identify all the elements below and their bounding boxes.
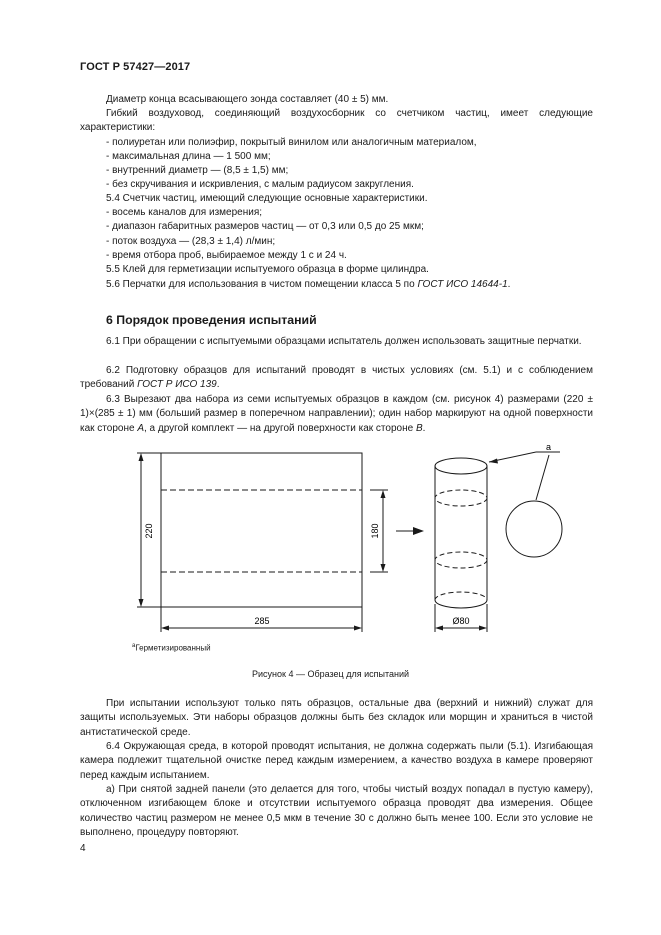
hose-item-3: - внутренний диаметр — (8,5 ± 1,5) мм; [106, 165, 289, 176]
standard-reference: ГОСТ ИСО 14644-1 [417, 279, 508, 290]
section-title: 6 Порядок проведения испытаний [106, 313, 317, 327]
leader-line-circle [536, 455, 549, 500]
figure-caption: Рисунок 4 — Образец для испытаний [252, 669, 409, 679]
cross-section-circle [506, 501, 562, 557]
hose-item-4: - без скручивания и искривления, с малым радиусом закругления. [106, 179, 414, 190]
paragraph-a: а) При снятой задней панели (это делается для того, чтобы чистый воздух попадал в пустую камеру), отключенном изгибающем блоке и отсутствии испытуемого образца проводят два измерения. Общее количество частиц размером не менее 0,5 мкм в течение 30 с должно быть менее 100. Если это условие не выполнено, процедуру повторяют. [80, 784, 593, 838]
hose-paragraph: Гибкий воздуховод, соединяющий воздухосборник со счетчиком частиц, имеет следующие характеристики: [80, 108, 593, 134]
inner-dimension-label: 180 [370, 523, 380, 539]
paragraph-6-4: 6.4 Окружающая среда, в которой проводят испытания, не должна содержать пыли (5.1). Изгибающая камера подлежит тщательной очистке перед каждым измерением, а качество воздуха в камере проверяют перед каждым испытанием. [80, 741, 593, 781]
figure-footnote: $^a$Герметизированный [132, 643, 211, 653]
page-number: 4 [80, 843, 86, 854]
hose-item-2: - максимальная длина — 1 500 мм; [106, 151, 271, 162]
height-dimension-label: 220 [144, 523, 154, 539]
counter-item-4: - время отбора проб, выбираемое между 1 с и 24 ч. [106, 250, 347, 261]
cylinder-seam-top [435, 490, 487, 506]
counter-title: 5.4 Счетчик частиц, имеющий следующие основные характеристики. [106, 193, 428, 204]
width-dimension-label: 285 [254, 616, 270, 626]
counter-item-2: - диапазон габаритных размеров частиц — от 0,3 или 0,5 до 25 мкм; [106, 221, 424, 232]
item-5-5: 5.5 Клей для герметизации испытуемого образца в форме цилиндра. [106, 264, 429, 275]
paragraph-6-2: 6.2 Подготовку образцов для испытаний проводят в чистых условиях (см. 5.1) и с соблюдением требований ГОСТ Р ИСО 139. [80, 365, 593, 391]
paragraph-after-figure: При испытании используют только пять образцов, остальные два (верхний и нижний) служат для защиты используемых. Эти наборы образцов должны быть без складок или морщин и храниться в чистой антистатической среде. [80, 698, 593, 738]
cylinder-top [435, 458, 487, 474]
paragraph-6-1: 6.1 При обращении с испытуемыми образцами испытатель должен использовать защитные перчатки. [106, 336, 582, 347]
counter-item-3: - поток воздуха — (28,3 ± 1,4) л/мин; [106, 236, 276, 247]
diameter-dimension-label: Ø80 [452, 616, 470, 626]
sealed-label-a: a [546, 442, 552, 452]
paragraph-6-3: 6.3 Вырезают два набора из семи испытуемых образцов в каждом (см. рисунок 4) размерами (220 ± 1)×(285 ± 1) мм (больший размер в поперечном направлении); один набор маркируют на одной поверхности как стороне А, а другой комплект — на другой поверхности как стороне В. [80, 394, 593, 434]
specimen-rectangle [161, 453, 362, 607]
cylinder-bottom [435, 600, 487, 608]
hose-item-1: - полиуретан или полиэфир, покрытый винилом или аналогичным материалом, [106, 137, 477, 148]
counter-item-1: - восемь каналов для измерения; [106, 207, 263, 218]
document-header: ГОСТ Р 57427—2017 [80, 61, 191, 73]
item-5-6: 5.6 Перчатки для использования в чистом помещении класса 5 по ГОСТ ИСО 14644-1. [106, 279, 511, 290]
cylinder-seam-bottom [435, 552, 487, 568]
standard-reference: ГОСТ Р ИСО 139 [137, 379, 217, 391]
probe-diameter-line: Диаметр конца всасывающего зонда составляет (40 ± 5) мм. [106, 94, 389, 105]
